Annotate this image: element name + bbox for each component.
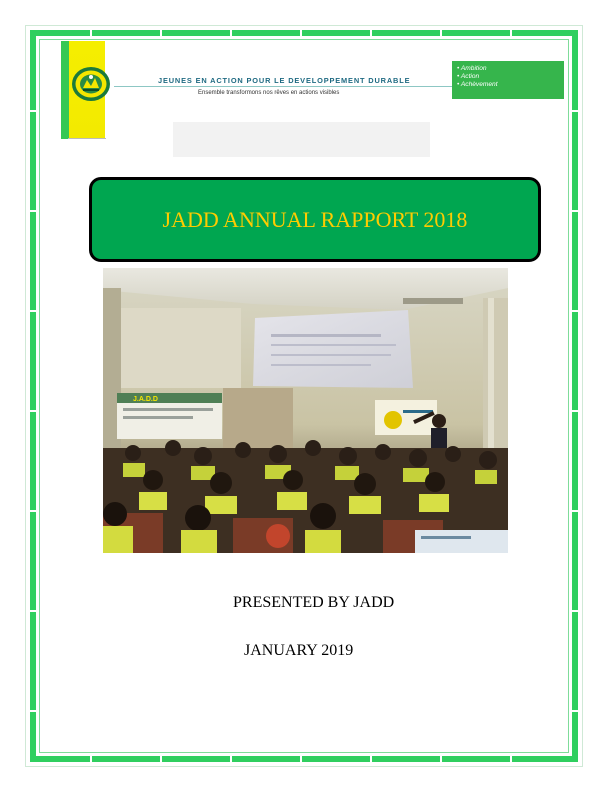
title-banner xyxy=(89,177,541,262)
logo-green-strip xyxy=(61,41,69,139)
motto-item: • Achèvement xyxy=(457,81,498,88)
logo-underline xyxy=(68,138,106,139)
motto-item: • Ambition xyxy=(457,65,487,72)
header-grey-band xyxy=(173,122,430,157)
letterhead-rule xyxy=(114,86,453,87)
report-title: JADD ANNUAL RAPPORT 2018 xyxy=(162,206,468,232)
photo-banner-text: J.A.D.D xyxy=(133,396,158,403)
jadd-seal-icon xyxy=(71,66,111,102)
org-name: JEUNES EN ACTION POUR LE DEVELOPPEMENT DURABLE xyxy=(158,76,411,85)
report-date: JANUARY 2019 xyxy=(244,642,354,659)
motto-item: • Action xyxy=(457,73,480,80)
presented-by: PRESENTED BY JADD xyxy=(233,594,395,611)
motto-box xyxy=(452,61,564,99)
meeting-photo xyxy=(103,268,508,553)
org-slogan: Ensemble transformons nos rêves en actions visibles xyxy=(198,90,340,96)
